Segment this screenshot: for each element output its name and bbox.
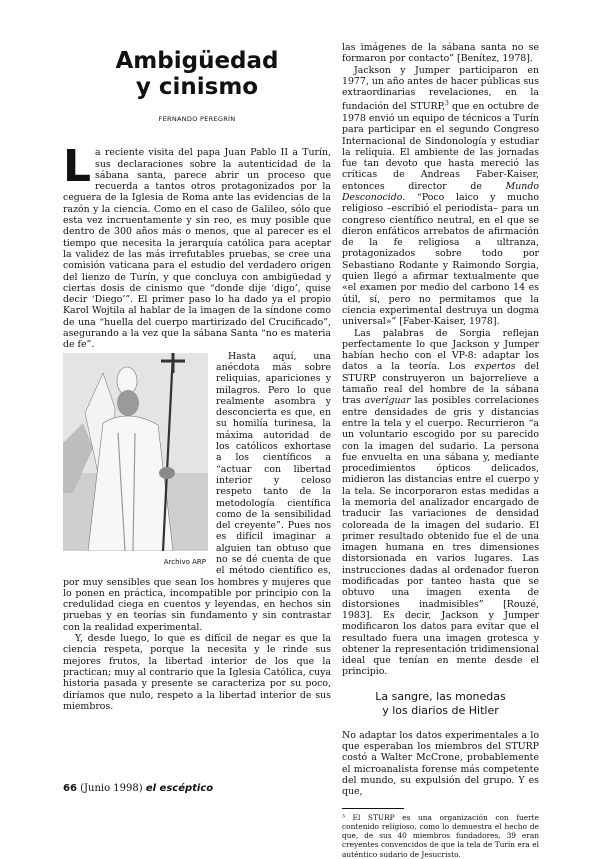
- footnote-ref: 3: [445, 100, 449, 108]
- footnote: ³ El STURP es una organización con fuerte contenido religioso, como lo demuestra el hecho de que, de sus 40 miembros fundadores, 39 eran creyentes convencidos de que la tela de Turín era el auténtico sudario de Jesucristo.: [342, 812, 539, 859]
- right-paragraph-1: las imágenes de la sábana santa no se formaron por contacto” [Benítez, 1978].: [342, 42, 539, 65]
- subheading-line-2: y los diarios de Hitler: [382, 703, 499, 717]
- p2-text-a: Jackson y Jumper participaron en 1977, un año antes de hacer públicas sus extraordinarias revelaciones, en la fundación del STURP,: [342, 64, 539, 113]
- photo-caption: Archivo ARP: [163, 558, 206, 567]
- page-number: 66: [63, 783, 77, 794]
- p3-text-a: Las palabras de Sorgia reflejan perfectamente lo que Jackson y Jumper habían hecho con el VP-8: adaptar los datos a la teoría. Los: [342, 327, 539, 373]
- author-byline: FERNANDO PEREGRÍN: [158, 115, 236, 123]
- pope-photo-image: [63, 353, 208, 551]
- paragraph-2: [63, 351, 331, 633]
- right-paragraph-2: [342, 65, 539, 328]
- pope-photo: [63, 353, 208, 571]
- p2-text-b: que en octubre de 1978 envió un equipo de técnicos a Turín para participar en el segundo Congreso Internacional de Sindonología y estudiar la reliquia. El ambiente de las jornadas fue tan devoto que hasta mereció las críticas de Andreas Faber-Kaiser, entonces director de: [342, 101, 539, 192]
- paragraph-2-text: Hasta aquí, una anécdota más sobre reliquias, apariciones y milagros. Pero lo que realmente asombra y desconcierta es que, en su homilía turinesa, la máxima autoridad de los católicos exhortase a los científicos a “actuar con libertad interior y celoso respeto tanto de la metodología científica como de la sensibilidad del creyente”. Pues nos es difícil imaginar a alguien tan obtuso que no se dé cuenta de que el método científico es, por muy sensibles que sean los hombres y mujeres que lo ponen en práctica, incompatible por principio con la credulidad ciega en cuentos y leyendas, en hechos sin pruebas y en teorías sin fundamento y sin contrastar con la realidad experimental.: [63, 350, 331, 633]
- article-title: [63, 48, 331, 100]
- right-paragraph-4: No adaptar los datos experimentales a lo que esperaban los miembros del STURP costó a Walter McCrone, probablemente el microanalista forense más competente del mundo, su expulsión del grupo. Y es que,: [342, 729, 539, 798]
- magazine-name: el escéptico: [145, 783, 214, 794]
- p3-italic-1: expertos: [474, 361, 516, 373]
- p2-text-c: . “Poco laico y mucho religioso –escribió el periodista– para un congreso científico neutral, en el que se dieron enfáticos arrebatos de afirmación de la fe religiosa a ultranza, protagonizados sobre todo por Sebastiano Rodante y Raimondo Sorgia, quien llegó a afirmar textualmente que «el examen por medio del carbono 14 es útil, sí, pero no permitamos que la ciencia experimental destruya un dogma universal»” [Faber-Kaiser, 1978].: [342, 191, 539, 328]
- subheading-line-1: La sangre, las monedas: [375, 689, 506, 703]
- p3-text-b: del STURP construyeron un bajorrelieve a tamaño real del hombre de la sábana tras: [342, 361, 539, 407]
- right-paragraph-3: [342, 328, 539, 678]
- drop-cap: L: [63, 141, 92, 193]
- footnote-divider: [342, 808, 404, 809]
- p3-text-c: las posibles correlaciones entre densidades de gris y distancias entre la tela y el cuerpo. Recurrieron “a un voluntario escogido por su parecido con la imagen del sudario. La persona fue envuelta en una sábana y, mediante procedimientos ópticos delicados, midieron las distancias entre el cuerpo y la tela. Se incorporaron estas medidas a la memoria del analizador encargado de traducir las variaciones de densidad coloreada de la imagen del sudario. El primer resultado obtenido fue el de una imagen humana en tres dimensiones distorsionada en varios lugares. Las instrucciones dadas al ordenador fueron modificadas por tanteo hasta que se obtuvo una imagen exenta de distorsiones inadmisibles” [Rouzé, 1983]. Es decir, Jackson y Jumper modificaron los datos para evitar que el resultado fuera una imagen grotesca y obtener la representación tridimensional ideal que tenían en mente desde el principio.: [342, 395, 539, 678]
- issue-date: (Junio 1998): [80, 783, 143, 794]
- right-column: [342, 42, 539, 859]
- intro-text: a reciente visita del papa Juan Pablo II a Turín, sus declaraciones sobre la autenticidad de la sábana santa, parece abrir un proceso que recuerda a tantos otros protagonizados por la ceguera de la Iglesia de Roma ante las evidencias de la razón y la ciencia. Como en el caso de Galileo, sólo que esta vez incruentamente y sin reo, es muy posible que dentro de 300 años más o menos, que al parecer es el tiempo que necesita la jerarquía católica para aceptar la validez de las más irrefutables pruebas, se cree una comisión vaticana para el estudio del verdadero origen del lienzo de Turín, y que concluya con ambigüedad y ciertas dosis de cinismo que “donde dije ‘digo’, quise decir ‘Diego’”. El primer paso lo ha dado ya el propio Karol Wojtila al hablar de la imagen de la síndone como de una “huella del cuerpo martirizado del Crucificado”, asegurando a la vez que la sábana Santa “no es materia de fe”.: [63, 147, 331, 351]
- section-subheading: [342, 690, 539, 718]
- magazine-reference: Mundo Desconocido: [342, 180, 539, 203]
- page-footer: [63, 783, 213, 794]
- paragraph-intro: [63, 141, 331, 351]
- title-line-1: Ambigüedad: [115, 48, 279, 74]
- p3-italic-2: averiguar: [364, 395, 411, 407]
- paragraph-3: Y, desde luego, lo que es difícil de negar es que la ciencia respeta, porque la necesita y le rinde sus mejores frutos, la libertad interior de los que la practican; muy al contrario que la Iglesia Católica, cuya historia pasada y presente se caracteriza por su poco, diríamos que nulo, respeto a la libertad interior de sus miembros.: [63, 633, 331, 712]
- left-column: [63, 48, 331, 712]
- title-line-2: y cinismo: [135, 74, 259, 100]
